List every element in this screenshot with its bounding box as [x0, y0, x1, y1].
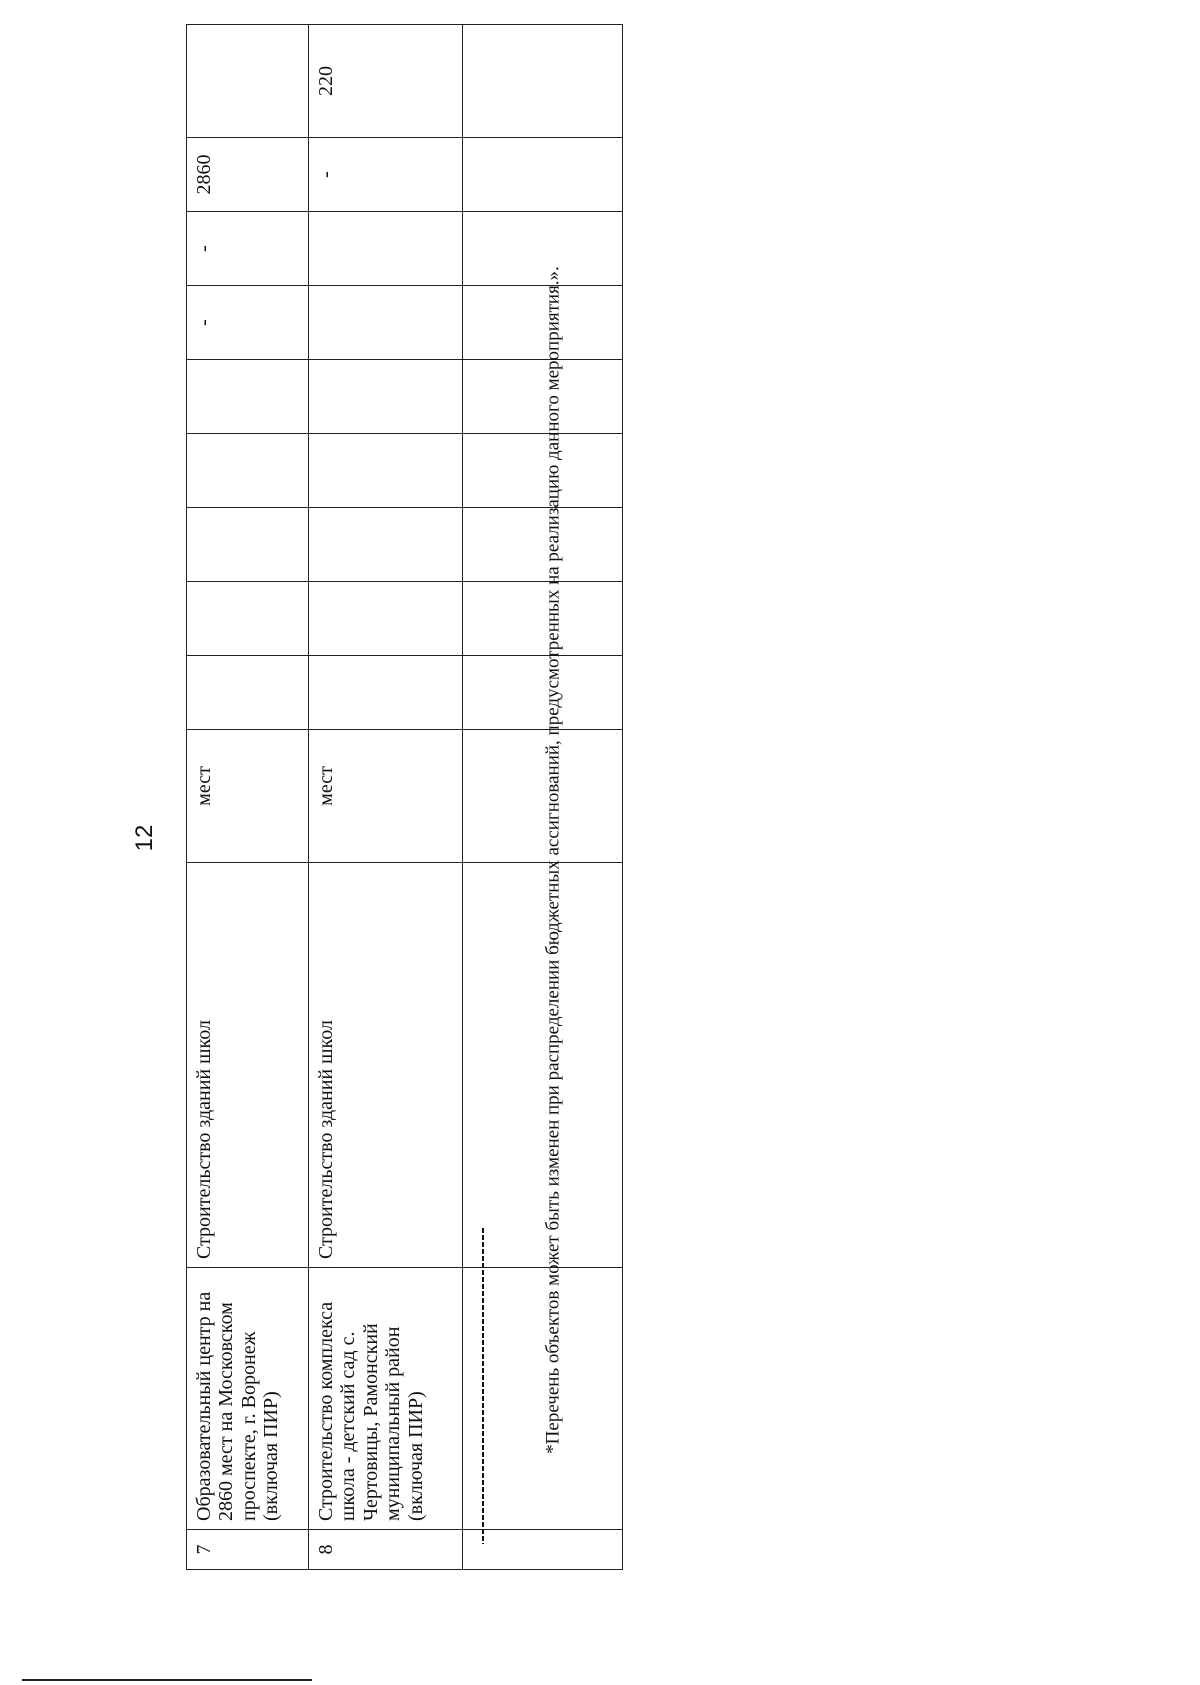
value-cell — [309, 360, 463, 434]
value-cell — [187, 508, 309, 582]
dashed-separator — [482, 1228, 484, 1544]
table-row — [187, 25, 309, 1570]
value-cell — [187, 25, 309, 138]
value-cell — [309, 286, 463, 360]
bottom-rule — [22, 1679, 312, 1681]
empty-cell — [463, 1530, 623, 1570]
page-number: 12 — [131, 824, 158, 852]
footnote: *Перечень объектов может быть изменен при распределении бюджетных ассигнований, предусмотренных на реализацию данного мероприятия.». — [542, 266, 564, 1454]
value-cell: 2860 — [187, 138, 309, 212]
value-cell: - — [187, 212, 309, 286]
value-cell — [309, 656, 463, 730]
value-cell — [309, 582, 463, 656]
value-cell — [187, 360, 309, 434]
unit-cell: мест — [309, 730, 463, 863]
value-cell — [187, 582, 309, 656]
activity-name: Строительство зданий школ — [187, 863, 309, 1268]
object-name: Строительство комплекса школа - детский сад с. Чертовицы, Рамонский муниципальный район (включая ПИР) — [309, 1268, 463, 1530]
row-number: 7 — [187, 1530, 309, 1570]
unit-cell: мест — [187, 730, 309, 863]
value-cell — [187, 434, 309, 508]
value-cell — [309, 508, 463, 582]
value-cell: - — [187, 286, 309, 360]
value-cell — [309, 212, 463, 286]
object-name: Образовательный центр на 2860 мест на Московском проспекте, г. Воронеж (включая ПИР) — [187, 1268, 309, 1530]
table-row — [309, 25, 463, 1570]
value-cell — [187, 656, 309, 730]
row-number: 8 — [309, 1530, 463, 1570]
value-cell — [309, 434, 463, 508]
empty-cell — [463, 138, 623, 212]
value-cell: 220 — [309, 25, 463, 138]
empty-cell — [463, 25, 623, 138]
value-cell: - — [309, 138, 463, 212]
activity-name: Строительство зданий школ — [309, 863, 463, 1268]
